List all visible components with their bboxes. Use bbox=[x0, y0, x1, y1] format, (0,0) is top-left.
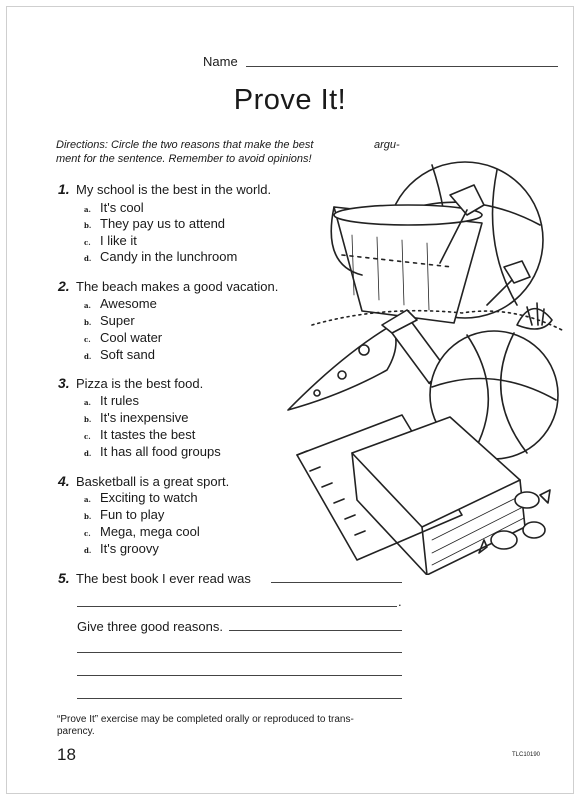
directions-text-1: Directions: Circle the two reasons that make the best bbox=[56, 139, 314, 151]
option-2d[interactable] bbox=[84, 347, 155, 362]
option-text: It's groovy bbox=[100, 541, 159, 556]
footnote-line-2: parency. bbox=[57, 726, 95, 737]
option-letter: b. bbox=[84, 512, 92, 521]
question-3 bbox=[58, 375, 203, 391]
name-field-line[interactable] bbox=[246, 66, 558, 67]
option-1b[interactable] bbox=[84, 216, 225, 231]
question-text: Basketball is a great sport. bbox=[76, 474, 230, 489]
question-1 bbox=[58, 181, 271, 197]
option-text: I like it bbox=[100, 233, 137, 248]
option-text: Super bbox=[100, 313, 135, 328]
question-4 bbox=[58, 473, 229, 489]
pizza-slice-icon bbox=[288, 325, 396, 410]
option-letter: d. bbox=[84, 254, 92, 263]
option-letter: b. bbox=[84, 318, 92, 327]
option-text: Exciting to watch bbox=[100, 490, 198, 505]
reason-line-1[interactable] bbox=[77, 652, 402, 653]
question-text: My school is the best in the world. bbox=[76, 182, 272, 197]
footnote-line-1: “Prove It” exercise may be completed orally or reproduced to trans- bbox=[57, 714, 354, 725]
option-1c[interactable] bbox=[84, 233, 137, 248]
option-text: It tastes the best bbox=[100, 427, 196, 442]
reasons-label: Give three good reasons. bbox=[77, 619, 223, 634]
page-number: 18 bbox=[57, 745, 76, 764]
question-number: 2. bbox=[58, 278, 70, 294]
question-2 bbox=[58, 278, 278, 294]
footnote bbox=[57, 714, 417, 738]
option-letter: c. bbox=[84, 529, 91, 538]
option-letter: d. bbox=[84, 546, 92, 555]
option-text: Fun to play bbox=[100, 507, 165, 522]
question-number: 4. bbox=[58, 473, 70, 489]
directions-hyphen: argu- bbox=[374, 139, 400, 151]
option-text: Soft sand bbox=[100, 347, 155, 362]
option-4d[interactable] bbox=[84, 541, 159, 556]
option-text: They pay us to attend bbox=[100, 216, 226, 231]
option-2a[interactable] bbox=[84, 296, 157, 311]
question-text: The best book I ever read was bbox=[76, 571, 251, 586]
option-letter: a. bbox=[84, 495, 91, 504]
sand-bucket-icon bbox=[331, 205, 482, 323]
option-letter: c. bbox=[84, 238, 91, 247]
option-4b[interactable] bbox=[84, 507, 164, 522]
name-label: Name bbox=[203, 54, 238, 69]
option-1d[interactable] bbox=[84, 249, 237, 264]
option-2c[interactable] bbox=[84, 330, 162, 345]
option-letter: c. bbox=[84, 335, 91, 344]
question-5 bbox=[58, 570, 251, 586]
option-2b[interactable] bbox=[84, 313, 135, 328]
option-letter: a. bbox=[84, 205, 91, 214]
question-text: Pizza is the best food. bbox=[76, 376, 204, 391]
option-4c[interactable] bbox=[84, 524, 200, 539]
answer-period: . bbox=[398, 594, 402, 609]
option-3b[interactable] bbox=[84, 410, 188, 425]
illustration-school-items bbox=[282, 155, 567, 575]
option-letter: b. bbox=[84, 415, 92, 424]
option-text: Mega, mega cool bbox=[100, 524, 200, 539]
directions-line-1 bbox=[56, 138, 406, 152]
option-3c[interactable] bbox=[84, 427, 195, 442]
reason-line-2[interactable] bbox=[77, 675, 402, 676]
option-text: Cool water bbox=[100, 330, 163, 345]
answer-line-book-title-2[interactable] bbox=[77, 606, 397, 607]
option-letter: c. bbox=[84, 432, 91, 441]
reason-line-0[interactable] bbox=[229, 630, 402, 631]
option-text: It rules bbox=[100, 393, 140, 408]
option-text: It has all food groups bbox=[100, 444, 221, 459]
question-number: 5. bbox=[58, 570, 70, 586]
page-title: Prove It! bbox=[233, 84, 347, 116]
reason-line-3[interactable] bbox=[77, 698, 402, 699]
option-letter: d. bbox=[84, 352, 92, 361]
answer-line-book-title[interactable] bbox=[271, 582, 402, 583]
question-number: 1. bbox=[58, 181, 70, 197]
directions-line-2: ment for the sentence. Remember to avoid opinions! bbox=[56, 153, 312, 165]
option-letter: b. bbox=[84, 221, 92, 230]
question-number: 3. bbox=[58, 375, 70, 391]
option-3a[interactable] bbox=[84, 393, 139, 408]
question-text: The beach makes a good vacation. bbox=[76, 279, 279, 294]
option-text: Awesome bbox=[100, 296, 157, 311]
option-text: Candy in the lunchroom bbox=[100, 249, 238, 264]
option-text: It's inexpensive bbox=[100, 410, 189, 425]
catalog-code: TLC10190 bbox=[512, 752, 541, 758]
option-1a[interactable] bbox=[84, 200, 144, 215]
option-text: It's cool bbox=[100, 200, 144, 215]
option-4a[interactable] bbox=[84, 490, 198, 505]
option-letter: a. bbox=[84, 301, 91, 310]
option-3d[interactable] bbox=[84, 444, 221, 459]
option-letter: a. bbox=[84, 398, 91, 407]
option-letter: d. bbox=[84, 449, 92, 458]
